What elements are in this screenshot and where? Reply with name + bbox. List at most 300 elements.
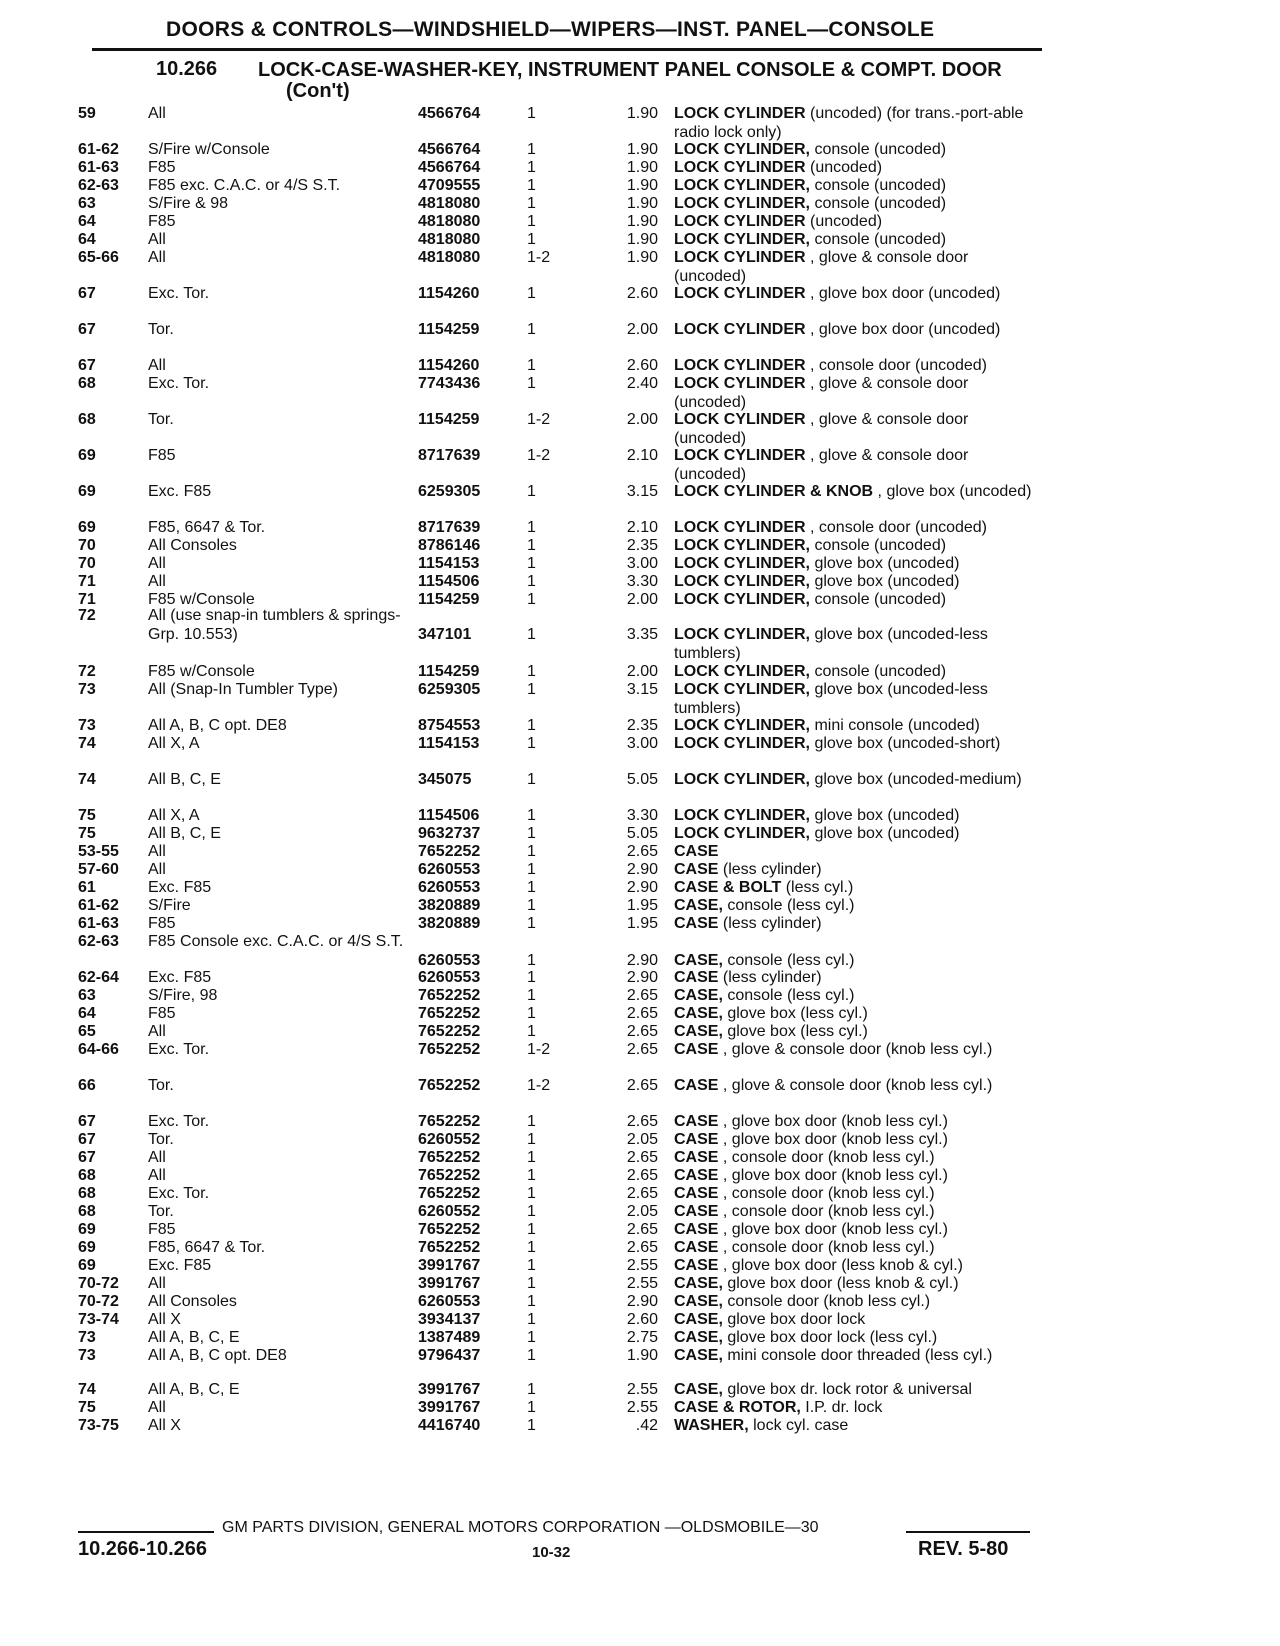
quantity: 1	[527, 357, 536, 374]
price: 1.95	[626, 897, 658, 914]
price: 2.90	[626, 1293, 658, 1310]
description-name: CASE	[674, 1149, 719, 1166]
price: 2.05	[626, 1203, 658, 1220]
application: Tor.	[148, 1203, 174, 1220]
description-name: LOCK CYLINDER,	[674, 555, 810, 572]
description-name: LOCK CYLINDER	[674, 159, 806, 176]
part-number: 347101	[418, 626, 472, 643]
description	[674, 194, 1044, 213]
price: 2.65	[626, 1023, 658, 1040]
part-number: 7652252	[418, 1221, 481, 1238]
application: All Consoles	[148, 1293, 237, 1310]
table-row	[0, 446, 1280, 484]
application: F85 exc. C.A.C. or 4/S S.T.	[148, 177, 341, 194]
description-detail: , glove & console door (knob less cyl.)	[718, 1077, 993, 1094]
description-name: CASE,	[674, 1005, 723, 1022]
year-range: 67	[78, 357, 96, 374]
description-name: LOCK CYLINDER,	[674, 573, 810, 590]
quantity: 1	[527, 1275, 536, 1292]
application: All X, A	[148, 735, 200, 752]
application: S/Fire & 98	[148, 195, 229, 212]
description-detail: , glove box door (uncoded)	[805, 285, 1001, 302]
part-number: 4818080	[418, 213, 481, 230]
group-number: 10.266	[156, 58, 218, 80]
price: 2.90	[626, 952, 658, 969]
application: All	[148, 231, 166, 248]
description-detail: (less cylinder)	[718, 861, 822, 878]
price: 2.00	[626, 411, 658, 428]
description	[674, 662, 1044, 681]
price: 2.65	[626, 1149, 658, 1166]
part-number: 8717639	[418, 519, 481, 536]
price: 2.00	[626, 321, 658, 338]
section-heading: DOORS & CONTROLS—WINDSHIELD—WIPERS—INST. PANEL—CONSOLE	[166, 18, 935, 41]
table-row	[0, 680, 1280, 718]
price: 2.55	[626, 1381, 658, 1398]
part-number: 1154259	[418, 321, 480, 338]
description	[674, 878, 1044, 897]
description-detail: glove box (uncoded)	[810, 573, 960, 590]
price: 2.35	[626, 537, 658, 554]
application: F85 w/Console	[148, 591, 255, 608]
quantity: 1	[527, 952, 536, 969]
part-number: 7652252	[418, 1005, 481, 1022]
application: All	[148, 573, 166, 590]
description-name: CASE,	[674, 1347, 723, 1364]
description	[674, 734, 1044, 753]
quantity: 1	[527, 1113, 536, 1130]
year-range: 64	[78, 231, 96, 248]
description-name: LOCK CYLINDER	[674, 213, 806, 230]
description-name: CASE,	[674, 1023, 723, 1040]
application: All	[148, 1275, 166, 1292]
description-detail: , glove box door (knob less cyl.)	[718, 1131, 948, 1148]
description	[674, 356, 1044, 375]
price: 3.00	[626, 555, 658, 572]
description-detail: , glove & console door (uncoded)	[674, 375, 969, 411]
part-number: 3820889	[418, 897, 481, 914]
table-row	[0, 248, 1280, 286]
quantity: 1	[527, 231, 536, 248]
application: All	[148, 843, 166, 860]
part-number: 7652252	[418, 987, 481, 1004]
year-range: 63	[78, 987, 96, 1004]
part-number: 6260553	[418, 861, 481, 878]
description-name: LOCK CYLINDER	[674, 519, 806, 536]
quantity: 1	[527, 969, 536, 986]
description-detail: glove box (uncoded)	[810, 807, 960, 824]
description-name: CASE	[674, 1041, 719, 1058]
price: 2.55	[626, 1275, 658, 1292]
application: F85, 6647 & Tor.	[148, 1239, 266, 1256]
description	[674, 1166, 1044, 1185]
price: 2.00	[626, 591, 658, 608]
part-number: 3934137	[418, 1311, 481, 1328]
part-number: 6260553	[418, 952, 481, 969]
description	[674, 518, 1044, 537]
year-range: 72	[78, 663, 96, 680]
quantity: 1	[527, 321, 536, 338]
price: 1.90	[626, 213, 658, 230]
description-name: LOCK CYLINDER,	[674, 663, 810, 680]
table-row	[0, 932, 1280, 972]
price: .42	[635, 1417, 658, 1434]
quantity: 1-2	[527, 447, 551, 464]
description-detail: glove box (uncoded)	[810, 555, 960, 572]
description-detail: glove box (uncoded)	[810, 825, 960, 842]
table-row	[0, 374, 1280, 412]
price: 2.60	[626, 1311, 658, 1328]
year-range: 61-63	[78, 915, 119, 932]
part-number: 7652252	[418, 1041, 481, 1058]
part-number: 7652252	[418, 1239, 481, 1256]
price: 5.05	[626, 825, 658, 842]
description-detail: console (less cyl.)	[722, 952, 855, 969]
description-detail: mini console door threaded (less cyl.)	[722, 1347, 993, 1364]
part-number: 3991767	[418, 1381, 481, 1398]
description-name: CASE & BOLT	[674, 879, 782, 896]
price: 2.75	[626, 1329, 658, 1346]
quantity: 1	[527, 843, 536, 860]
application: F85	[148, 915, 176, 932]
description-name: CASE	[674, 1221, 719, 1238]
year-range: 70-72	[78, 1293, 119, 1310]
application: Exc. Tor.	[148, 1041, 210, 1058]
description-detail: , console door (knob less cyl.)	[718, 1203, 935, 1220]
application: All (Snap-In Tumbler Type)	[148, 681, 339, 698]
part-number: 1154259	[418, 411, 480, 428]
year-range: 69	[78, 483, 96, 500]
quantity: 1-2	[527, 411, 551, 428]
description	[674, 104, 1044, 142]
description-name: CASE	[674, 861, 719, 878]
application: Exc. F85	[148, 879, 212, 896]
description-detail: glove box (uncoded-medium)	[810, 771, 1022, 788]
part-number: 1154259	[418, 663, 480, 680]
description-detail: glove box (uncoded-less tumblers)	[674, 681, 988, 717]
quantity: 1	[527, 879, 536, 896]
description-detail: , glove box door (knob less cyl.)	[718, 1167, 948, 1184]
price: 2.65	[626, 1239, 658, 1256]
price: 1.90	[626, 195, 658, 212]
price: 2.05	[626, 1131, 658, 1148]
year-range: 63	[78, 195, 96, 212]
description-detail: (uncoded) (for trans.-port-able radio lock only)	[674, 105, 1024, 141]
year-range: 64	[78, 213, 96, 230]
application: F85, 6647 & Tor.	[148, 519, 266, 536]
quantity: 1	[527, 1257, 536, 1274]
application: All A, B, C, E	[148, 1329, 240, 1346]
price: 2.65	[626, 1185, 658, 1202]
description	[674, 1346, 1044, 1365]
quantity: 1	[527, 141, 536, 158]
description-detail: (less cyl.)	[781, 879, 854, 896]
price: 2.40	[626, 375, 658, 392]
application: All X	[148, 1417, 181, 1434]
description-detail: , console door (knob less cyl.)	[718, 1149, 935, 1166]
application: Exc. Tor.	[148, 285, 210, 302]
description-detail: lock cyl. case	[748, 1417, 849, 1434]
price: 2.55	[626, 1257, 658, 1274]
application: Exc. Tor.	[148, 375, 210, 392]
part-number: 6259305	[418, 681, 481, 698]
application: All	[148, 555, 166, 572]
year-range: 67	[78, 1131, 96, 1148]
quantity: 1	[527, 735, 536, 752]
year-range: 69	[78, 1221, 96, 1238]
description	[674, 842, 1044, 861]
description	[674, 446, 1044, 484]
description	[674, 374, 1044, 412]
part-number: 7743436	[418, 375, 481, 392]
description	[674, 1220, 1044, 1239]
table-row	[0, 1076, 1280, 1114]
part-number: 7652252	[418, 1077, 481, 1094]
year-range: 70	[78, 555, 96, 572]
price: 3.15	[626, 483, 658, 500]
part-number: 6260552	[418, 1203, 481, 1220]
description-detail: , console door (uncoded)	[805, 357, 988, 374]
year-range: 73	[78, 1329, 96, 1346]
description-detail: , glove & console door (uncoded)	[674, 411, 969, 447]
application: Tor.	[148, 1131, 174, 1148]
price: 1.90	[626, 231, 658, 248]
application: All	[148, 249, 166, 266]
description	[674, 1416, 1044, 1435]
table-row	[0, 104, 1280, 142]
quantity: 1	[527, 1329, 536, 1346]
table-row	[0, 1040, 1280, 1078]
application: All	[148, 357, 166, 374]
application: Exc. F85	[148, 969, 212, 986]
year-range: 68	[78, 1167, 96, 1184]
description-detail: , glove box door (knob less cyl.)	[718, 1113, 948, 1130]
description-name: LOCK CYLINDER,	[674, 681, 810, 698]
description-name: CASE,	[674, 1293, 723, 1310]
group-title-continued: (Con't)	[286, 80, 350, 102]
quantity: 1	[527, 1185, 536, 1202]
price: 5.05	[626, 771, 658, 788]
description-name: LOCK CYLINDER,	[674, 231, 810, 248]
quantity: 1	[527, 626, 536, 643]
quantity: 1	[527, 717, 536, 734]
quantity: 1	[527, 1381, 536, 1398]
year-range: 70-72	[78, 1275, 119, 1292]
description-name: CASE	[674, 1131, 719, 1148]
quantity: 1	[527, 519, 536, 536]
table-row	[0, 284, 1280, 322]
quantity: 1	[527, 1203, 536, 1220]
price: 2.65	[626, 987, 658, 1004]
year-range: 71	[78, 591, 96, 608]
description-name: CASE & ROTOR,	[674, 1399, 801, 1416]
description	[674, 1398, 1044, 1417]
table-row	[0, 1346, 1280, 1384]
description	[674, 158, 1044, 177]
part-number: 1154260	[418, 285, 480, 302]
part-number: 1387489	[418, 1329, 481, 1346]
description	[674, 1238, 1044, 1257]
description	[674, 1256, 1044, 1275]
part-number: 7652252	[418, 1185, 481, 1202]
part-number: 4566764	[418, 105, 481, 122]
price: 2.90	[626, 879, 658, 896]
description-name: LOCK CYLINDER	[674, 411, 806, 428]
part-number: 3991767	[418, 1399, 481, 1416]
quantity: 1	[527, 375, 536, 392]
quantity: 1	[527, 807, 536, 824]
year-range: 75	[78, 807, 96, 824]
description	[674, 284, 1044, 303]
description	[674, 1022, 1044, 1041]
quantity: 1	[527, 771, 536, 788]
description-name: LOCK CYLINDER,	[674, 807, 810, 824]
part-number: 8717639	[418, 447, 481, 464]
description-name: CASE	[674, 1167, 719, 1184]
description-name: CASE	[674, 969, 719, 986]
part-number: 4818080	[418, 195, 481, 212]
table-row	[0, 482, 1280, 520]
part-number: 6260553	[418, 969, 481, 986]
part-number: 3991767	[418, 1257, 481, 1274]
description	[674, 680, 1044, 718]
description	[674, 482, 1044, 501]
year-range: 62-63	[78, 933, 119, 950]
quantity: 1	[527, 213, 536, 230]
price: 1.95	[626, 915, 658, 932]
description-detail: console door (knob less cyl.)	[722, 1293, 931, 1310]
description-detail: , glove & console door (knob less cyl.)	[718, 1041, 993, 1058]
application: Tor.	[148, 411, 174, 428]
quantity: 1-2	[527, 1077, 551, 1094]
price: 1.90	[626, 159, 658, 176]
footer-rule-right	[906, 1531, 1030, 1533]
description-detail: , glove box door (uncoded)	[805, 321, 1001, 338]
year-range: 68	[78, 411, 96, 428]
year-range: 74	[78, 771, 96, 788]
description-detail: console (uncoded)	[810, 141, 947, 158]
footer-revision: REV. 5-80	[918, 1538, 1009, 1560]
description	[674, 230, 1044, 249]
description-detail: glove box door (less knob & cyl.)	[722, 1275, 959, 1292]
part-number: 7652252	[418, 1167, 481, 1184]
description	[674, 1130, 1044, 1149]
table-row	[0, 320, 1280, 358]
description-name: CASE,	[674, 1275, 723, 1292]
description-name: LOCK CYLINDER,	[674, 591, 810, 608]
year-range: 67	[78, 285, 96, 302]
price: 2.90	[626, 861, 658, 878]
description-detail: mini console (uncoded)	[810, 717, 980, 734]
quantity: 1	[527, 105, 536, 122]
year-range: 59	[78, 105, 96, 122]
year-range: 69	[78, 447, 96, 464]
quantity: 1	[527, 537, 536, 554]
price: 3.30	[626, 807, 658, 824]
description-name: LOCK CYLINDER,	[674, 771, 810, 788]
application: All	[148, 1399, 166, 1416]
description	[674, 716, 1044, 735]
description	[674, 1380, 1044, 1399]
quantity: 1	[527, 1131, 536, 1148]
application: F85 w/Console	[148, 663, 255, 680]
year-range: 64	[78, 1005, 96, 1022]
part-number: 1154506	[418, 573, 480, 590]
description-detail: glove box (less cyl.)	[722, 1005, 868, 1022]
year-range: 68	[78, 1203, 96, 1220]
part-number: 7652252	[418, 1113, 481, 1130]
description	[674, 986, 1044, 1005]
description	[674, 860, 1044, 879]
quantity: 1-2	[527, 1041, 551, 1058]
part-number: 4416740	[418, 1417, 481, 1434]
quantity: 1	[527, 1023, 536, 1040]
year-range: 69	[78, 1257, 96, 1274]
description-name: LOCK CYLINDER,	[674, 717, 810, 734]
description-detail: console (less cyl.)	[722, 897, 855, 914]
description	[674, 1040, 1044, 1059]
year-range: 61	[78, 879, 96, 896]
description	[674, 248, 1044, 286]
description-detail: (uncoded)	[805, 159, 883, 176]
description-detail: , console door (knob less cyl.)	[718, 1239, 935, 1256]
price: 2.55	[626, 1399, 658, 1416]
quantity: 1	[527, 663, 536, 680]
description-detail: (less cylinder)	[718, 969, 822, 986]
description-name: CASE	[674, 915, 719, 932]
price: 2.65	[626, 1221, 658, 1238]
description-detail: glove box (uncoded-short)	[810, 735, 1001, 752]
application: S/Fire	[148, 897, 191, 914]
price: 2.65	[626, 1041, 658, 1058]
table-row	[0, 770, 1280, 808]
part-number: 7652252	[418, 1149, 481, 1166]
application: All	[148, 1023, 166, 1040]
description-detail: , glove box (uncoded)	[873, 483, 1032, 500]
part-number: 3820889	[418, 915, 481, 932]
group-title-text: LOCK-CASE-WASHER-KEY, INSTRUMENT PANEL CONSOLE & COMPT. DOOR	[258, 59, 1002, 81]
application: All B, C, E	[148, 771, 221, 788]
description	[674, 1202, 1044, 1221]
quantity: 1	[527, 897, 536, 914]
application: S/Fire w/Console	[148, 141, 270, 158]
quantity: 1	[527, 285, 536, 302]
price: 2.65	[626, 1077, 658, 1094]
description-name: LOCK CYLINDER,	[674, 825, 810, 842]
year-range: 74	[78, 735, 96, 752]
year-range: 61-62	[78, 897, 119, 914]
application: Exc. F85	[148, 1257, 212, 1274]
footer-page-number: 10-32	[532, 1544, 571, 1561]
application: All (use snap-in tumblers & springs-Grp. 10.553)	[148, 607, 401, 643]
year-range: 65-66	[78, 249, 119, 266]
quantity: 1	[527, 1149, 536, 1166]
footer-rule-left	[78, 1531, 214, 1533]
year-range: 53-55	[78, 843, 119, 860]
table-row	[0, 734, 1280, 772]
description-name: CASE	[674, 1239, 719, 1256]
footer-group-range: 10.266-10.266	[78, 1538, 208, 1560]
description	[674, 140, 1044, 159]
application: All B, C, E	[148, 825, 221, 842]
application: All Consoles	[148, 537, 237, 554]
year-range: 62-63	[78, 177, 119, 194]
application: Exc. Tor.	[148, 1185, 210, 1202]
description	[674, 896, 1044, 915]
price: 2.65	[626, 843, 658, 860]
description	[674, 1112, 1044, 1131]
part-number: 4709555	[418, 177, 481, 194]
